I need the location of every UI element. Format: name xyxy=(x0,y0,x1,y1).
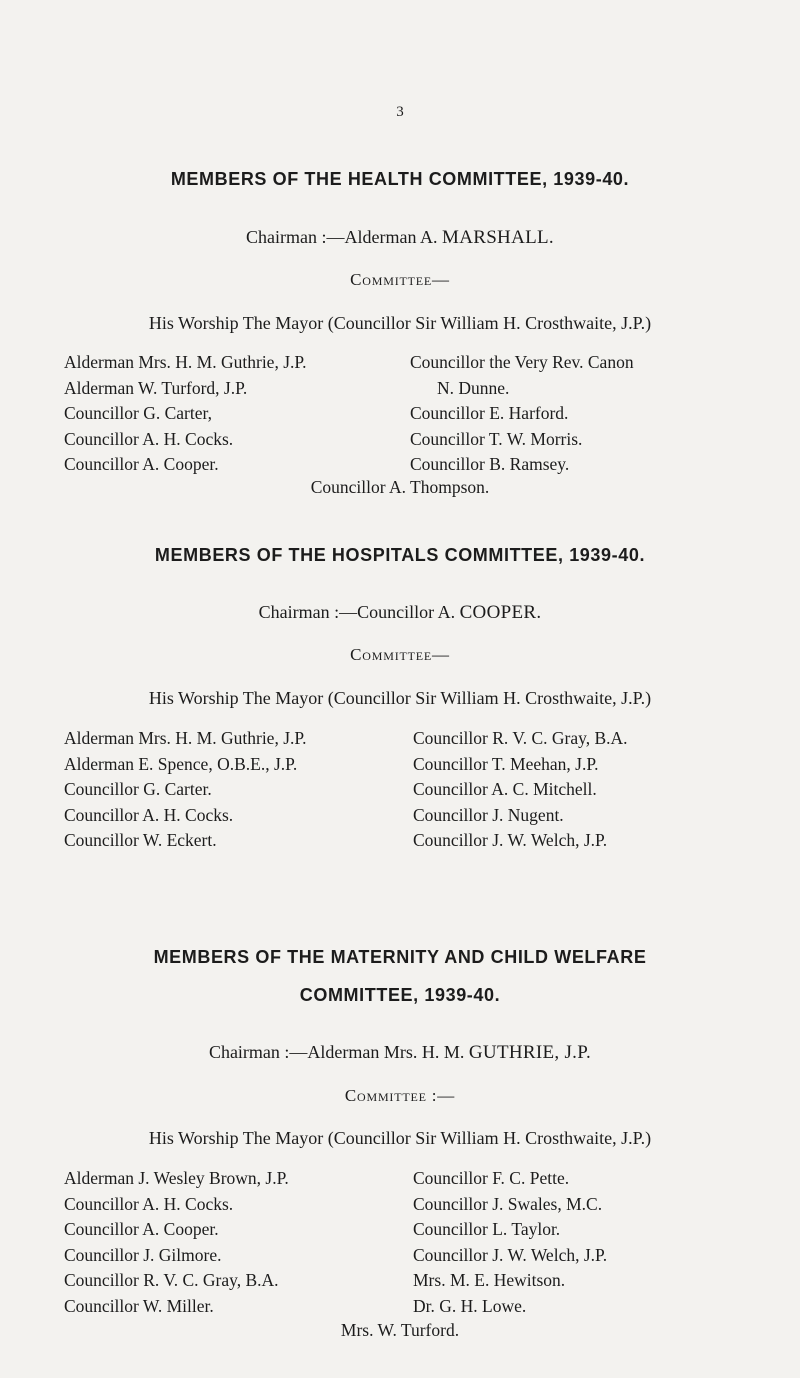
maternity-title-line2: COMMITTEE, 1939-40. xyxy=(299,985,501,1005)
maternity-worship: His Worship The Mayor (Councillor Sir William H. Crosthwaite, J.P.) xyxy=(148,1128,652,1148)
maternity-chairman-name: GUTHRIE, J.P. xyxy=(468,1042,592,1063)
maternity-member-right-2: Councillor J. Swales, M.C. xyxy=(413,1193,603,1214)
health-member-left-5: Councillor A. Cooper. xyxy=(64,454,219,474)
maternity-member-left-3: Councillor A. Cooper. xyxy=(64,1219,219,1239)
hospitals-member-left-3: Councillor G. Carter. xyxy=(64,779,212,799)
hospitals-member-left-4: Councillor A. H. Cocks. xyxy=(64,804,234,825)
hospitals-member-left-1: Alderman Mrs. H. M. Guthrie, J.P. xyxy=(64,728,307,748)
health-member-left-2: Alderman W. Turford, J.P. xyxy=(64,377,248,398)
maternity-chairman-prefix: Chairman :—Alderman Mrs. H. M. xyxy=(208,1042,465,1062)
health-member-columns xyxy=(0,350,800,480)
health-member-right-3: Councillor E. Harford. xyxy=(410,403,569,423)
hospitals-chairman-prefix: Chairman :—Councillor A. xyxy=(258,602,456,622)
maternity-title-line1: MEMBERS OF THE MATERNITY AND CHILD WELFARE xyxy=(153,947,647,967)
maternity-member-left-1: Alderman J. Wesley Brown, J.P. xyxy=(64,1168,289,1188)
health-chairman-prefix: Chairman :—Alderman A. xyxy=(246,227,438,247)
health-left-column xyxy=(64,350,307,478)
hospitals-worship: His Worship The Mayor (Councillor Sir William H. Crosthwaite, J.P.) xyxy=(148,688,652,708)
maternity-member-left-2: Councillor A. H. Cocks. xyxy=(64,1193,234,1214)
maternity-chairman xyxy=(0,1042,800,1064)
hospitals-committee-label: Committee— xyxy=(350,645,450,664)
maternity-committee-label: Committee :— xyxy=(344,1086,456,1105)
health-member-right-4: Councillor T. W. Morris. xyxy=(410,428,583,449)
health-member-left-3: Councillor G. Carter, xyxy=(64,403,213,423)
health-member-left-4: Councillor A. H. Cocks. xyxy=(64,428,234,449)
maternity-member-columns xyxy=(0,1166,800,1322)
hospitals-member-right-4: Councillor J. Nugent. xyxy=(413,804,564,825)
hospitals-chairman-name: COOPER. xyxy=(459,602,542,623)
hospitals-title: MEMBERS OF THE HOSPITALS COMMITTEE, 1939-40. xyxy=(154,545,646,565)
maternity-member-left-6: Councillor W. Miller. xyxy=(64,1295,214,1316)
health-committee-label: Committee— xyxy=(350,270,450,289)
hospitals-right-column xyxy=(413,726,628,854)
maternity-right-column xyxy=(413,1166,607,1319)
page-number: 3 xyxy=(396,104,404,120)
health-right-column xyxy=(410,350,634,478)
health-title: MEMBERS OF THE HEALTH COMMITTEE, 1939-40. xyxy=(170,169,630,189)
maternity-member-right-3: Councillor L. Taylor. xyxy=(413,1219,561,1239)
health-member-right-5: Councillor B. Ramsey. xyxy=(410,454,570,474)
health-worship: His Worship The Mayor (Councillor Sir William H. Crosthwaite, J.P.) xyxy=(148,313,652,333)
health-chairman xyxy=(0,227,800,249)
health-member-left-1: Alderman Mrs. H. M. Guthrie, J.P. xyxy=(64,352,307,372)
health-member-right-1: Councillor the Very Rev. Canon xyxy=(410,352,634,372)
maternity-member-final: Mrs. W. Turford. xyxy=(340,1320,460,1340)
maternity-member-left-5: Councillor R. V. C. Gray, B.A. xyxy=(64,1270,279,1290)
health-member-final: Councillor A. Thompson. xyxy=(310,477,490,497)
maternity-member-right-1: Councillor F. C. Pette. xyxy=(413,1168,570,1188)
hospitals-chairman xyxy=(0,602,800,624)
maternity-left-column xyxy=(64,1166,289,1319)
maternity-member-left-4: Councillor J. Gilmore. xyxy=(64,1244,222,1265)
hospitals-member-right-3: Councillor A. C. Mitchell. xyxy=(413,779,597,799)
hospitals-member-columns xyxy=(0,726,800,856)
maternity-member-right-6: Dr. G. H. Lowe. xyxy=(413,1295,527,1316)
hospitals-member-right-1: Councillor R. V. C. Gray, B.A. xyxy=(413,728,628,748)
hospitals-member-left-2: Alderman E. Spence, O.B.E., J.P. xyxy=(64,753,298,774)
maternity-member-right-4: Councillor J. W. Welch, J.P. xyxy=(413,1244,608,1265)
hospitals-left-column xyxy=(64,726,307,854)
health-chairman-name: MARSHALL. xyxy=(442,227,554,248)
hospitals-member-left-5: Councillor W. Eckert. xyxy=(64,830,217,850)
maternity-member-right-5: Mrs. M. E. Hewitson. xyxy=(413,1270,566,1290)
health-member-right-2: N. Dunne. xyxy=(437,377,510,398)
hospitals-member-right-2: Councillor T. Meehan, J.P. xyxy=(413,753,599,774)
hospitals-member-right-5: Councillor J. W. Welch, J.P. xyxy=(413,830,608,850)
